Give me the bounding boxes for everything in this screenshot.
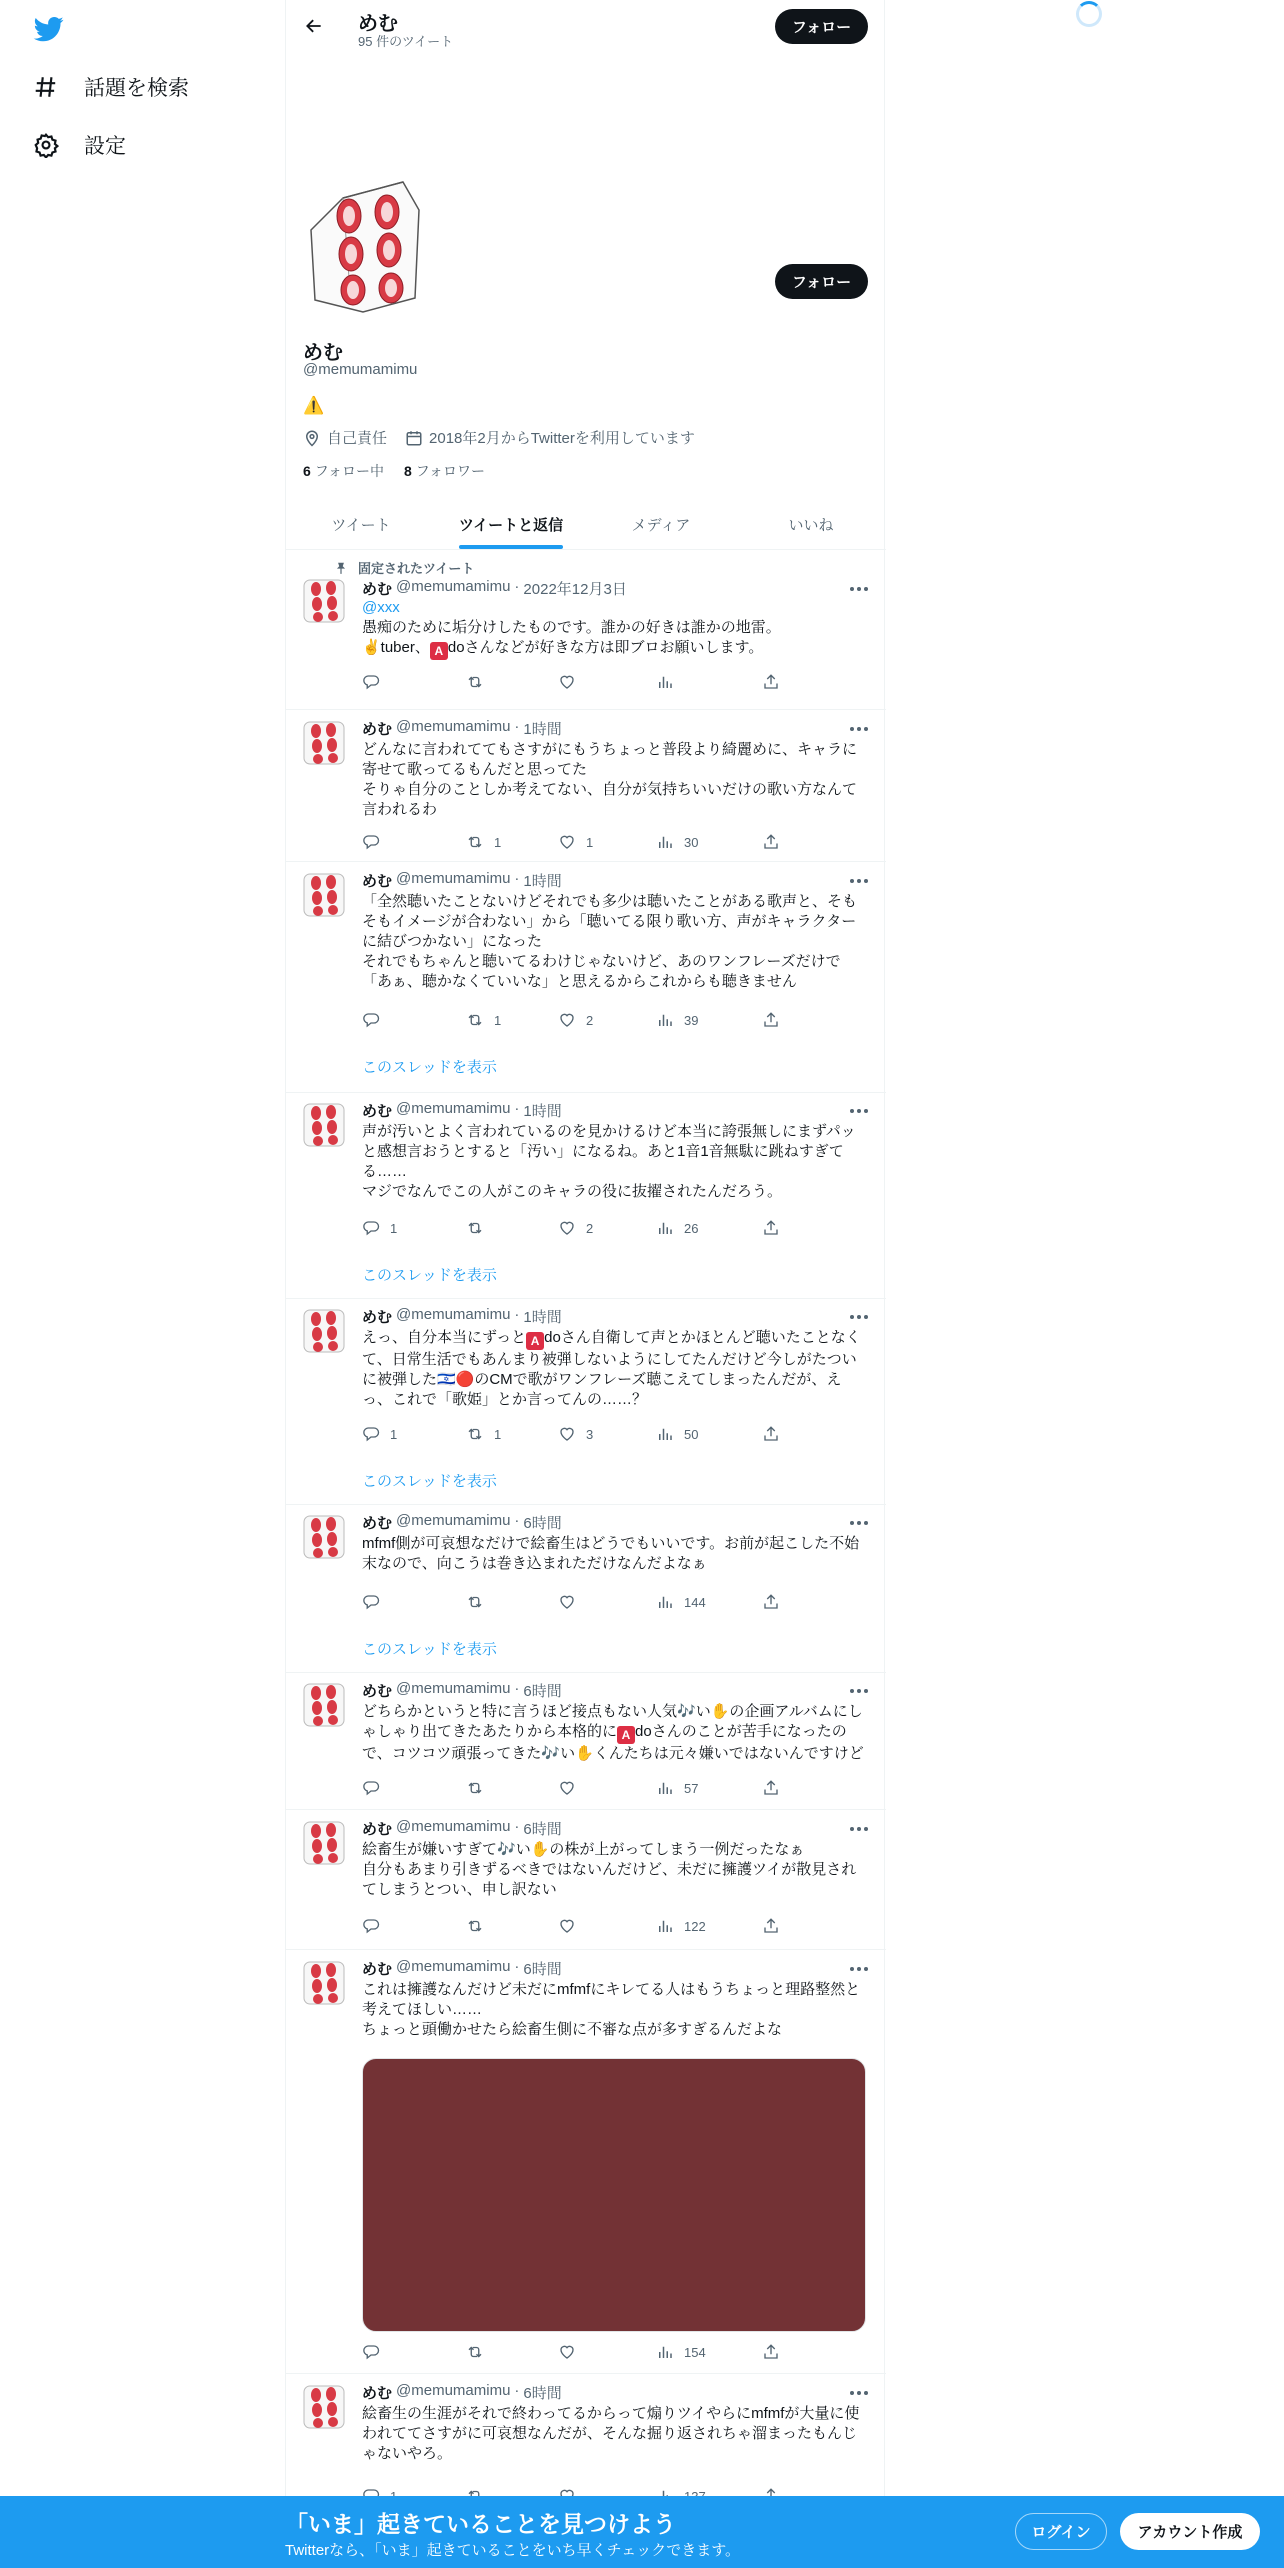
retweet-icon [466, 1593, 484, 1611]
tweet[interactable] [286, 1298, 886, 1504]
views-icon [656, 1917, 674, 1935]
views-icon [656, 1593, 674, 1611]
reply-button[interactable] [362, 1916, 390, 1936]
retweet-count: 1 [494, 1426, 502, 1442]
pin-icon [334, 561, 348, 575]
tweet[interactable] [286, 1810, 886, 1950]
like-button[interactable] [558, 1424, 593, 1444]
gear-icon [30, 129, 62, 161]
more-icon[interactable] [848, 876, 870, 886]
show-thread-link[interactable]: このスレッドを表示 [362, 1473, 497, 1490]
main-column [285, 0, 885, 2568]
retweet-icon [466, 1917, 484, 1935]
views-button[interactable] [656, 1592, 706, 1612]
following-link[interactable]: 6 フォロー中 [303, 463, 384, 479]
share-button[interactable] [762, 832, 780, 852]
tweet[interactable] [286, 1504, 886, 1672]
tab-media[interactable]: メディア [631, 517, 691, 534]
tweet-text: 「全然聴いたことないけどそれでも多少は聴いたことがある歌声と、そもそもイメージが合わない」から「聴いてる限り歌い方、声がキャラクターに結びつかない」になった それでもちゃんと聴いてるわけじゃないけど、あのワンフレーズだけで「あぁ、聴かなくていいな」と思えるからこれからも聴きません [362, 893, 858, 990]
share-button[interactable] [762, 1010, 780, 1030]
avatar[interactable] [302, 1512, 346, 1560]
like-button[interactable] [558, 2342, 586, 2362]
header-follow-button[interactable]: フォロー [775, 9, 868, 44]
tweet-header: めむ @memumamimu · 6時間 [362, 1958, 562, 1978]
more-icon[interactable] [848, 1518, 870, 1528]
tab-tweets-and-replies[interactable]: ツイートと返信 [436, 500, 586, 549]
retweet-button[interactable] [466, 1010, 501, 1030]
show-thread-link[interactable]: このスレッドを表示 [362, 1267, 497, 1284]
like-icon [558, 1425, 576, 1443]
views-icon [656, 2343, 674, 2361]
reply-count: 1 [390, 1426, 398, 1442]
tweet[interactable] [286, 1950, 886, 2374]
tweet-header: めむ @memumamimu · 6時間 [362, 1512, 562, 1532]
back-arrow-icon[interactable] [300, 12, 328, 40]
nav-explore-label: 話題を検索 [84, 77, 189, 100]
retweet-icon [466, 1219, 484, 1237]
retweet-icon [466, 1425, 484, 1443]
profile-follow-stats [303, 461, 485, 481]
banner-subtitle: Twitterなら、「いま」起きていることをいち早くチェックできます。 [285, 2542, 741, 2559]
profile-joined [405, 427, 695, 448]
retweet-icon [466, 833, 484, 851]
more-icon[interactable] [848, 1312, 870, 1322]
tweet-text: どんなに言われててもさすがにもうちょっと普段より綺麗めに、キャラに寄せて歌ってるもんだと思ってた そりゃ自分のことしか考えてない、自分が気持ちいいだけの歌い方なんて言われるわ [362, 741, 858, 818]
tweet-text: これは擁護なんだけど未だにmfmfにキレてる人はもうちょっと理路整然と考えてほしい…… ちょっと頭働かせたら絵畜生側に不審な点が多すぎるんだよな [362, 1981, 861, 2038]
share-button[interactable] [762, 1778, 780, 1798]
profile-meta [303, 427, 695, 448]
views-button[interactable] [656, 832, 698, 852]
reply-button[interactable] [362, 2342, 390, 2362]
like-icon [558, 1917, 576, 1935]
retweet-icon [466, 673, 484, 691]
tweet[interactable] [286, 862, 886, 1092]
tweet-header: めむ @memumamimu · 1時間 [362, 718, 562, 738]
share-icon [762, 1011, 780, 1029]
like-button[interactable] [558, 1778, 586, 1798]
profile-handle: @memumamimu [303, 361, 418, 378]
like-count: 1 [586, 834, 594, 850]
avatar[interactable] [302, 2382, 346, 2430]
share-button[interactable] [762, 1218, 780, 1238]
more-icon[interactable] [848, 1106, 870, 1116]
retweet-button[interactable] [466, 2342, 494, 2362]
header-name: めむ [358, 13, 398, 35]
tweet-header: めむ @memumamimu · 6時間 [362, 1818, 562, 1838]
reply-button[interactable] [362, 832, 390, 852]
reply-button[interactable] [362, 1218, 397, 1238]
profile-header-bar [286, 0, 886, 53]
like-button[interactable] [558, 1592, 586, 1612]
like-icon [558, 833, 576, 851]
like-icon [558, 673, 576, 691]
share-icon [762, 1593, 780, 1611]
like-icon [558, 1593, 576, 1611]
avatar[interactable] [302, 718, 346, 766]
pinned-indicator: 固定されたツイート [334, 558, 474, 577]
like-count: 2 [586, 1012, 594, 1028]
profile-location [303, 427, 387, 448]
share-icon [762, 1219, 780, 1237]
avatar[interactable] [302, 1680, 346, 1728]
more-icon[interactable] [848, 1964, 870, 1974]
retweet-count: 1 [494, 834, 502, 850]
profile-avatar[interactable] [303, 170, 427, 316]
tweet[interactable] [286, 1672, 886, 1810]
retweet-button[interactable] [466, 672, 494, 692]
retweet-button[interactable] [466, 1778, 494, 1798]
followers-link[interactable]: 8 フォロワー [404, 463, 485, 479]
views-icon [656, 1425, 674, 1443]
reply-count: 1 [390, 1220, 398, 1236]
views-count: 154 [684, 2344, 706, 2360]
share-button[interactable] [762, 672, 780, 692]
tweet-text: 絵畜生の生涯がそれで終わってるからって煽りツイやらにmfmfが大量に使われててさすがに可哀想なんだが、そんな掘り返されちゃ溜まったもんじゃないやろ。 [362, 2405, 860, 2462]
views-button[interactable] [656, 672, 684, 692]
reply-icon [362, 1917, 380, 1935]
signup-banner [0, 2496, 1284, 2568]
profile-tabs [286, 500, 886, 550]
profile-name: めむ [303, 342, 343, 364]
views-icon [656, 673, 674, 691]
tweet-text: 声が汚いとよく言われているのを見かけるけど本当に誇張無しにまずパッと感想言おうとすると「汚い」になるね。あと1音1音無駄に跳ねすぎてる…… マジでなんでこの人がこのキャラの役に抜擢されたんだろう。 [362, 1123, 856, 1200]
tweet-header: めむ @memumamimu · 1時間 [362, 1306, 562, 1326]
like-button[interactable] [558, 832, 593, 852]
avatar[interactable] [302, 1818, 346, 1866]
retweet-icon [466, 1011, 484, 1029]
reply-icon [362, 1593, 380, 1611]
avatar[interactable] [302, 1100, 346, 1148]
reply-button[interactable] [362, 672, 390, 692]
avatar[interactable] [302, 870, 346, 918]
more-icon[interactable] [848, 1824, 870, 1834]
share-icon [762, 833, 780, 851]
tweet-header: めむ @memumamimu · 1時間 [362, 1100, 562, 1120]
like-button[interactable] [558, 1218, 593, 1238]
avatar[interactable] [302, 1306, 346, 1354]
retweet-icon [466, 1779, 484, 1797]
more-icon[interactable] [848, 584, 870, 594]
share-button[interactable] [762, 2342, 780, 2362]
loading-spinner [1076, 1, 1102, 27]
views-icon [656, 833, 674, 851]
like-button[interactable] [558, 1010, 593, 1030]
more-icon[interactable] [848, 1686, 870, 1696]
like-icon [558, 1011, 576, 1029]
nav-settings[interactable] [30, 125, 126, 165]
retweet-button[interactable] [466, 1916, 494, 1936]
profile-location-text: 自己責任 [327, 430, 388, 447]
more-icon[interactable] [848, 724, 870, 734]
nav-settings-label: 設定 [84, 135, 126, 158]
share-button[interactable] [762, 1592, 780, 1612]
nav-explore[interactable] [30, 67, 189, 107]
views-count: 57 [684, 1780, 699, 1796]
tab-likes[interactable]: いいね [788, 517, 834, 534]
share-icon [762, 1917, 780, 1935]
tweet-header: めむ @memumamimu · 6時間 [362, 1680, 562, 1700]
views-button[interactable] [656, 1916, 706, 1936]
reply-icon [362, 833, 380, 851]
like-button[interactable] [558, 1916, 586, 1936]
views-button[interactable] [656, 2342, 706, 2362]
retweet-button[interactable] [466, 1218, 494, 1238]
like-icon [558, 1779, 576, 1797]
reply-icon [362, 1425, 380, 1443]
show-thread-link[interactable]: このスレッドを表示 [362, 1641, 497, 1658]
twitter-logo-icon[interactable] [32, 14, 66, 44]
tweet-header: めむ @memumamimu · 2022年12月3日 [362, 578, 627, 598]
reply-icon [362, 1219, 380, 1237]
like-count: 2 [586, 1220, 594, 1236]
more-icon[interactable] [848, 2388, 870, 2398]
like-count: 3 [586, 1426, 594, 1442]
share-icon [762, 2343, 780, 2361]
tweet-header: めむ @memumamimu · 1時間 [362, 870, 562, 890]
views-icon [656, 1779, 674, 1797]
tab-tweets[interactable]: ツイート [331, 517, 391, 534]
retweet-icon [466, 2343, 484, 2361]
hashtag-icon [30, 71, 62, 103]
tweet-text: 絵畜生が嫌いすぎて🎶い✋の株が上がってしまう一例だったなぁ 自分もあまり引きずるべきではないんだけど、未だに擁護ツイが散見されてしまうとつい、申し訳ない [362, 1841, 857, 1898]
views-count: 30 [684, 834, 699, 850]
tweet-text: @xxx 愚痴のために垢分けしたものです。誰かの好きは誰かの地雷。 ✌️tuber、 A doさんなどが好きな方は即ブロお願いします。 [362, 599, 781, 658]
share-icon [762, 1779, 780, 1797]
views-button[interactable] [656, 1218, 698, 1238]
views-count: 50 [684, 1426, 699, 1442]
tweet[interactable] [286, 2374, 886, 2504]
tweet-header: めむ @memumamimu · 6時間 [362, 2382, 562, 2402]
tweet[interactable] [286, 1092, 886, 1298]
retweet-count: 1 [494, 1012, 502, 1028]
avatar[interactable] [302, 576, 346, 624]
tweet-text: どちらかというと特に言うほど接点もない人気🎶い✋の企画アルバムにしゃしゃり出てきたあたりから本格的に A doさんのことが苦手になったので、コツコツ頑張ってきた🎶い✋くんたちは元々嫌いではないんですけど [362, 1703, 864, 1762]
tweet-pinned[interactable] [286, 550, 886, 710]
views-button[interactable] [656, 1010, 698, 1030]
share-button[interactable] [762, 1424, 780, 1444]
login-button[interactable]: ログイン [1015, 2513, 1107, 2550]
tweet[interactable] [286, 710, 886, 862]
reply-button[interactable] [362, 1592, 390, 1612]
profile-joined-text: 2018年2月からTwitterを利用しています [429, 430, 695, 447]
like-icon [558, 2343, 576, 2361]
tweet-text: えっ、自分本当にずっと A doさん自衛して声とかほとんど聴いたことなくて、日常生活でもあんまり被弾しないようにしてたんだけど今しがたついに被弾した🇮🇱🔴のCMで歌がワンフレーズ聴こえてしまったんだが、えっ、これで「歌姫」とか言ってんの……？ [362, 1329, 861, 1408]
views-icon [656, 1011, 674, 1029]
retweet-button[interactable] [466, 1592, 494, 1612]
share-icon [762, 673, 780, 691]
avatar[interactable] [302, 1958, 346, 2006]
reply-icon [362, 2343, 380, 2361]
views-count: 26 [684, 1220, 699, 1236]
views-count: 39 [684, 1012, 699, 1028]
profile-follow-button[interactable]: フォロー [775, 264, 868, 299]
reply-icon [362, 1779, 380, 1797]
banner-title: 「いま」起きていることを見つけよう [285, 2511, 676, 2537]
reply-button[interactable] [362, 1010, 390, 1030]
views-count: 144 [684, 1594, 706, 1610]
views-button[interactable] [656, 1424, 698, 1444]
retweet-button[interactable] [466, 1424, 501, 1444]
like-button[interactable] [558, 672, 586, 692]
show-thread-link[interactable]: このスレッドを表示 [362, 1059, 497, 1076]
views-button[interactable] [656, 1778, 698, 1798]
reply-button[interactable] [362, 1424, 397, 1444]
signup-button[interactable]: アカウント作成 [1120, 2513, 1260, 2550]
retweet-button[interactable] [466, 832, 501, 852]
tweet-media-image[interactable] [362, 2058, 866, 2332]
share-icon [762, 1425, 780, 1443]
tweet-text: mfmf側が可哀想なだけで絵畜生はどうでもいいです。お前が起こした不始末なので、向こうは巻き込まれただけなんだよなぁ [362, 1535, 860, 1572]
mention-link[interactable]: @xxx [362, 599, 400, 616]
reply-button[interactable] [362, 1778, 390, 1798]
location-pin-icon [303, 429, 321, 447]
calendar-icon [405, 429, 423, 447]
views-icon [656, 1219, 674, 1237]
views-count: 122 [684, 1918, 706, 1934]
header-tweet-count: 95 件のツイート [358, 34, 454, 49]
like-icon [558, 1219, 576, 1237]
reply-icon [362, 1011, 380, 1029]
reply-icon [362, 673, 380, 691]
profile-bio: ⚠️ [303, 396, 325, 415]
share-button[interactable] [762, 1916, 780, 1936]
